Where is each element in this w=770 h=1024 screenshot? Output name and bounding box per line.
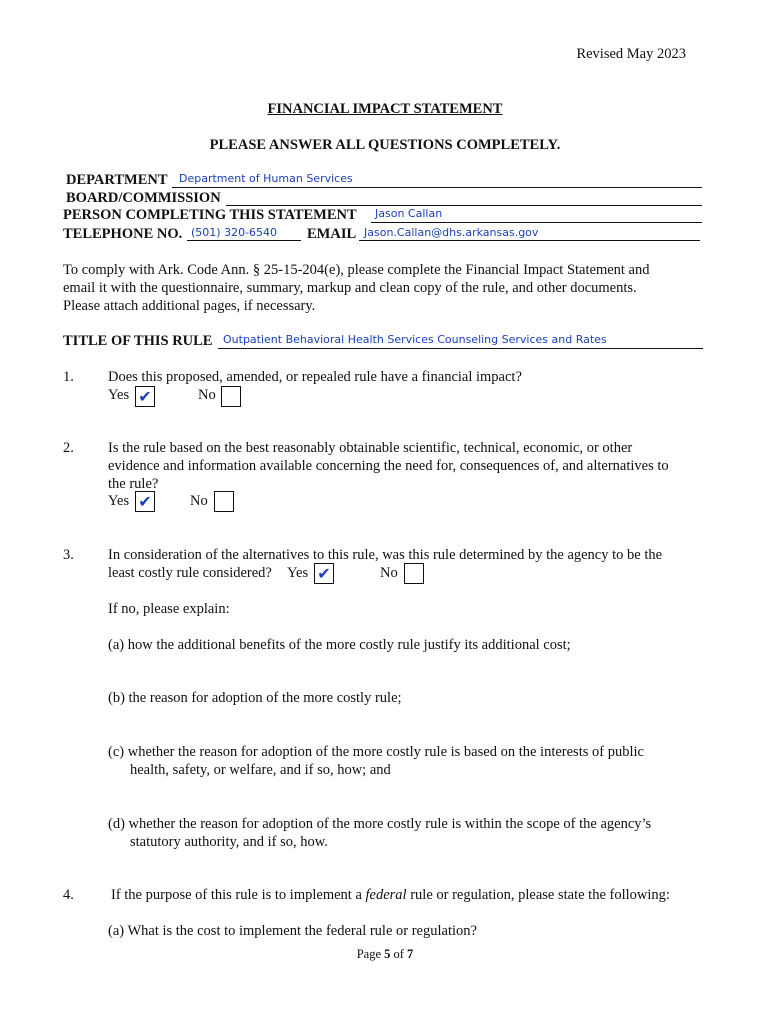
question-3-a: (a) how the additional benefits of the more costly rule justify its additional cost; (108, 637, 571, 653)
question-1-yes-checkbox[interactable]: ✔ (135, 386, 155, 407)
question-2-text-3: the rule? (108, 476, 159, 492)
rule-title-label: TITLE OF THIS RULE (63, 333, 213, 349)
question-2-text-1: Is the rule based on the best reasonably obtainable scientific, technical, economic, or other (108, 440, 633, 456)
question-1-no-checkbox[interactable] (221, 386, 241, 407)
revised-date: Revised May 2023 (576, 46, 686, 62)
page-number-prefix: Page (356, 947, 385, 961)
question-3-yes-label: Yes (287, 565, 309, 581)
email-label: EMAIL (307, 226, 357, 242)
question-3-text-1: In consideration of the alternatives to this rule, was this rule determined by the agency to be the (108, 547, 663, 563)
page-subtitle: PLEASE ANSWER ALL QUESTIONS COMPLETELY. (209, 137, 561, 153)
instructions-line-2: email it with the questionnaire, summary, markup and clean copy of the rule, and other documents. (63, 280, 637, 296)
page-title: FINANCIAL IMPACT STATEMENT (267, 101, 503, 117)
department-line (172, 187, 702, 188)
question-4-text-post: rule or regulation, please state the following: (406, 887, 670, 903)
question-4-a: (a) What is the cost to implement the federal rule or regulation? (108, 923, 477, 939)
page-number-current: 5 (384, 947, 391, 961)
question-1-text: Does this proposed, amended, or repealed rule have a financial impact? (108, 369, 522, 385)
question-2-no-checkbox[interactable] (214, 491, 234, 512)
question-2-text-2: evidence and information available concerning the need for, consequences of, and alternatives to (108, 458, 669, 474)
question-2-number: 2. (63, 440, 74, 456)
question-3-c-line-1: (c) whether the reason for adoption of the more costly rule is based on the interests of public (108, 744, 644, 760)
question-3-d-line-2: statutory authority, and if so, how. (130, 834, 328, 850)
telephone-field[interactable]: (501) 320-6540 (191, 226, 278, 239)
question-3-b: (b) the reason for adoption of the more costly rule; (108, 690, 402, 706)
department-field[interactable]: Department of Human Services (179, 172, 353, 185)
question-2-yes-checkbox[interactable]: ✔ (135, 491, 155, 512)
board-line (226, 205, 702, 206)
question-3-d-line-1: (d) whether the reason for adoption of the more costly rule is within the scope of the agency’s (108, 816, 652, 832)
question-4-text-pre: If the purpose of this rule is to implement a (111, 887, 366, 903)
telephone-line (187, 240, 301, 241)
page-number (0, 947, 770, 962)
question-2-no-label: No (190, 493, 208, 509)
person-line (371, 222, 702, 223)
question-1-number: 1. (63, 369, 74, 385)
question-1-no-label: No (198, 387, 216, 403)
person-label: PERSON COMPLETING THIS STATEMENT (63, 207, 357, 223)
question-1-yes-label: Yes (108, 387, 130, 403)
question-3-text-2: least costly rule considered? (108, 565, 272, 581)
question-3-yes-checkbox[interactable]: ✔ (314, 563, 334, 584)
question-4-number: 4. (63, 887, 74, 903)
instructions-line-3: Please attach additional pages, if necessary. (63, 298, 316, 314)
question-3-if-no: If no, please explain: (108, 601, 230, 617)
department-label: DEPARTMENT (66, 172, 168, 188)
question-2-yes-label: Yes (108, 493, 130, 509)
page-number-of: of (390, 947, 408, 961)
question-3-no-label: No (380, 565, 398, 581)
question-3-c-line-2: health, safety, or welfare, and if so, how; and (130, 762, 391, 778)
person-field[interactable]: Jason Callan (375, 207, 443, 220)
instructions-line-1: To comply with Ark. Code Ann. § 25-15-204(e), please complete the Financial Impact Statement and (63, 262, 650, 278)
email-field[interactable]: Jason.Callan@dhs.arkansas.gov (364, 226, 539, 239)
question-3-no-checkbox[interactable] (404, 563, 424, 584)
telephone-label: TELEPHONE NO. (63, 226, 183, 242)
page-number-total: 7 (407, 947, 414, 961)
question-3-number: 3. (63, 547, 74, 563)
rule-title-line (218, 348, 703, 349)
board-label: BOARD/COMMISSION (66, 190, 221, 206)
email-line (359, 240, 700, 241)
rule-title-field[interactable]: Outpatient Behavioral Health Services Counseling Services and Rates (223, 333, 607, 346)
question-4-text-emph: federal (365, 887, 407, 903)
question-4-text (111, 887, 670, 904)
